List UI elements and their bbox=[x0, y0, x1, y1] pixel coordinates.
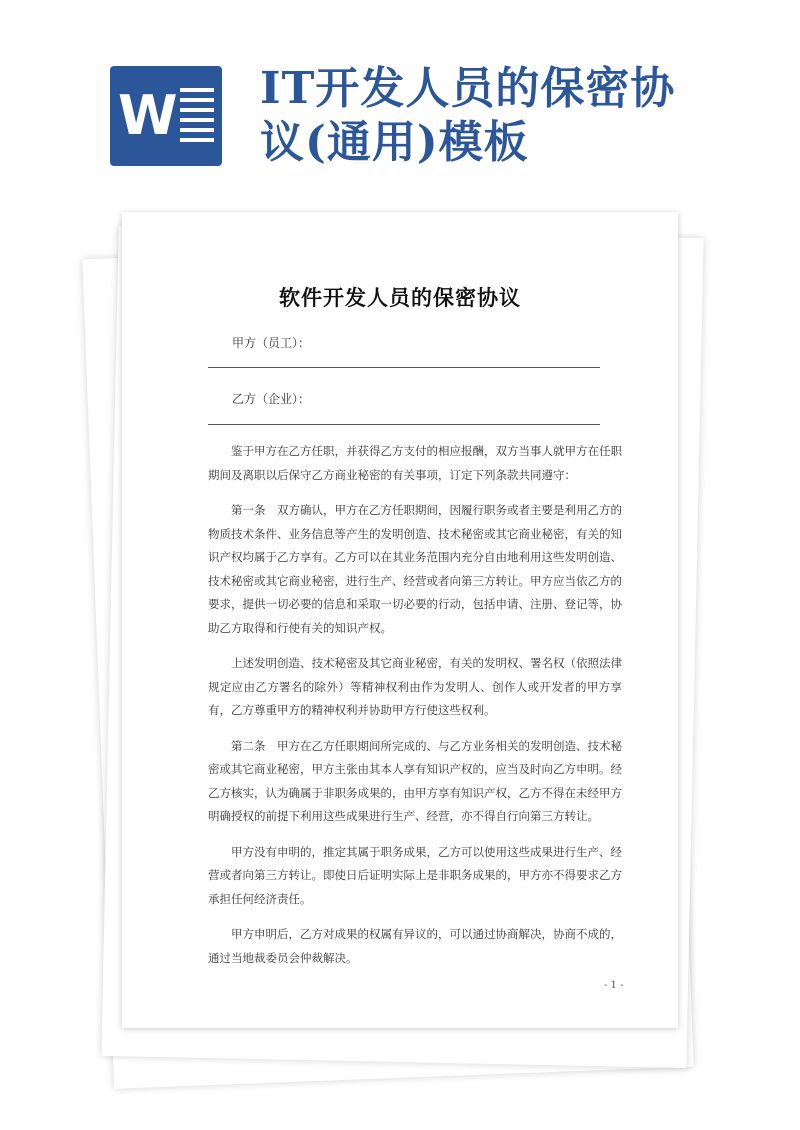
paragraph-article-1-rights: 上述发明创造、技术秘密及其它商业秘密，有关的发明权、署名权（依照法律规定应由乙方署名的除外）等精神权利由作为发明人、创作人或开发者的甲方享有，乙方尊重甲方的精神权利并协助甲方行使这些权利。 bbox=[208, 656, 622, 717]
word-icon-badge bbox=[110, 66, 222, 166]
party-a-label: 甲方（员工）： bbox=[232, 336, 311, 350]
document-title: 软件开发人员的保密协议 bbox=[279, 286, 521, 310]
paragraph-preamble: 鉴于甲方在乙方任职，并获得乙方支付的相应报酬，双方当事人就甲方在任职期间及离职以后保守乙方商业秘密的有关事项，订定下列条款共同遵守： bbox=[208, 444, 622, 482]
party-a-signature-line bbox=[208, 367, 600, 368]
party-b-signature-line bbox=[208, 424, 600, 425]
word-icon-letter: W bbox=[118, 84, 178, 147]
word-icon-lines bbox=[180, 88, 214, 148]
paragraph-article-2: 第二条 甲方在乙方任职期间所完成的、与乙方业务相关的发明创造、技术秘密或其它商业秘密，甲方主张由其本人享有知识产权的，应当及时向乙方申明。经乙方核实，认为确属于非职务成果的，由甲方享有知识产权，乙方不得在未经甲方明确授权的前提下利用这些成果进行生产、经营，亦不得自行向第三方转让。 bbox=[208, 738, 622, 823]
page-title-line-2: 议(通用)模板 bbox=[260, 117, 529, 168]
document-page bbox=[122, 212, 678, 1028]
word-document-icon bbox=[110, 66, 222, 166]
page-title-line-1: IT开发人员的保密协 bbox=[260, 63, 676, 114]
paragraph-article-2-undeclared: 甲方没有申明的，推定其属于职务成果，乙方可以使用这些成果进行生产、经营或者向第三方转让。即使日后证明实际上是非职务成果的，甲方亦不得要求乙方承担任何经济责任。 bbox=[208, 844, 622, 906]
party-b-label: 乙方（企业）： bbox=[232, 392, 311, 406]
page-title bbox=[260, 62, 780, 170]
document-body bbox=[208, 440, 622, 982]
paragraph-article-1: 第一条 双方确认，甲方在乙方任职期间，因履行职务或者主要是利用乙方的物质技术条件、业务信息等产生的发明创造、技术秘密或其它商业秘密，有关的知识产权均属于乙方享有。乙方可以在其业务范围内充分自由地利用这些发明创造、技术秘密或其它商业秘密，进行生产、经营或者向第三方转让。甲方应当依乙方的要求，提供一切必要的信息和采取一切必要的行动，包括申请、注册、登记等，协助乙方取得和行使有关的知识产权。 bbox=[208, 503, 622, 635]
paragraph-article-2-dispute: 甲方申明后，乙方对成果的权属有异议的，可以通过协商解决，协商不成的，通过当地裁委员会仲裁解决。 bbox=[208, 927, 622, 965]
page-number: - 1 - bbox=[604, 980, 624, 991]
header-banner bbox=[0, 0, 800, 200]
